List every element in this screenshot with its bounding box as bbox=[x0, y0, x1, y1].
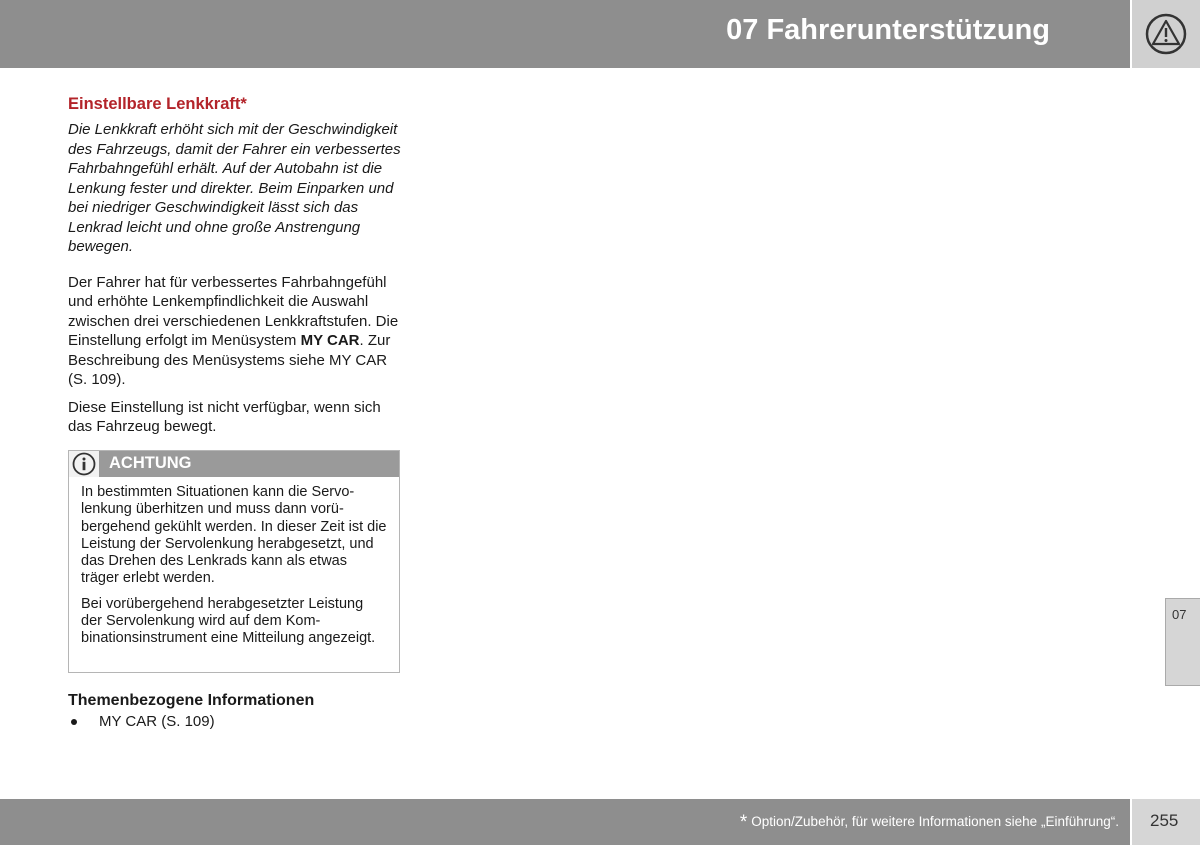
menu-name: MY CAR bbox=[300, 332, 360, 349]
chapter-title: 07 Fahrerunterstützung bbox=[726, 14, 1050, 46]
header-icon-box bbox=[1132, 0, 1200, 68]
body-paragraph-1 bbox=[68, 273, 403, 390]
body-paragraph-2: Diese Einstellung ist nicht verfügbar, wenn sich das Fahrzeug bewegt. bbox=[68, 398, 381, 435]
intro-text: Die Lenkkraft erhöht sich mit der Geschwindigkeit des Fahrzeugs, damit der Fahrer ein verbessertes Fahrbahngefühl erhält. Auf der Autobahn ist die Lenkung fester und direkter. Beim Einparken und bei niedriger Geschwindigkeit lässt sich das Lenkrad leicht und ohne große Anstrengung bewegen. bbox=[68, 121, 401, 255]
page-header bbox=[0, 0, 1130, 68]
notice-text-2: Bei vorübergehend herabgesetzter Leistung der Servolenkung wird auf dem Kombinationsinstrument eine Mitteilung angezeigt. bbox=[81, 595, 376, 647]
footer-note-text: Option/Zubehör, für weitere Informationen siehe „Einführung“. bbox=[751, 814, 1119, 829]
para1-text-b: . Zur Beschreibung des Menüsystems siehe MY CAR (S. 109). bbox=[68, 332, 391, 388]
notice-icon-box bbox=[69, 451, 99, 477]
page-number: 255 bbox=[1150, 811, 1179, 830]
warning-triangle-icon bbox=[1144, 13, 1188, 55]
page-number-box bbox=[1132, 799, 1200, 845]
page-footer bbox=[0, 799, 1130, 845]
footer-note bbox=[740, 812, 1119, 834]
notice-title: ACHTUNG bbox=[109, 454, 192, 472]
related-info bbox=[68, 691, 408, 731]
section-title: Einstellbare Lenkkraft* bbox=[68, 95, 247, 113]
para1-text-a: Der Fahrer hat für verbessertes Fahrbahngefühl und erhöhte Lenkempfindlichkeit die Auswahl zwischen drei verschiedenen Lenkkraftstufen. Die Einstellung erfolgt im Menüsystem bbox=[68, 273, 399, 349]
notice-body bbox=[81, 484, 387, 656]
side-tab-label: 07 bbox=[1172, 607, 1187, 622]
bullet-icon bbox=[71, 719, 77, 725]
notice-header bbox=[69, 451, 399, 477]
info-icon bbox=[71, 452, 97, 476]
asterisk-mark: * bbox=[739, 812, 748, 833]
notice-box bbox=[68, 450, 400, 673]
related-link[interactable]: MY CAR (S. 109) bbox=[99, 713, 215, 730]
related-list-item[interactable] bbox=[68, 712, 408, 731]
related-title: Themenbezogene Informationen bbox=[68, 692, 315, 709]
main-content bbox=[68, 94, 403, 445]
chapter-side-tab[interactable] bbox=[1165, 598, 1200, 686]
notice-text-1: In bestimmten Situationen kann die Servolenkung überhitzen und muss dann vorübergehend gekühlt werden. In dieser Zeit ist die Leistung der Servolenkung herabgesetzt, und das Drehen des Lenkrads kann als etwas träger erlebt werden. bbox=[81, 484, 387, 587]
